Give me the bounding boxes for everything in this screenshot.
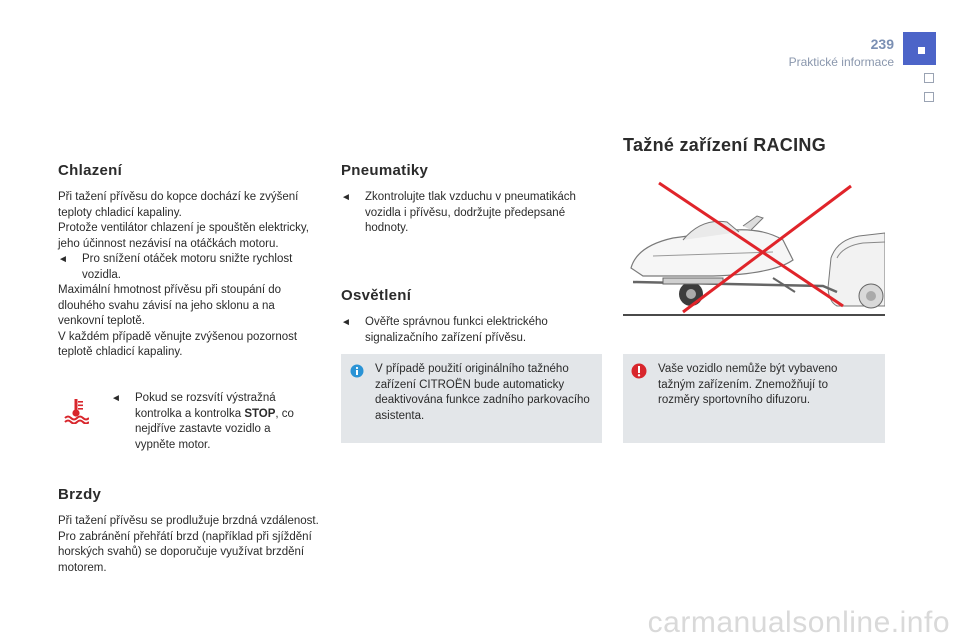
tab-marker-icon xyxy=(918,47,925,54)
info-icon xyxy=(350,364,364,378)
arrow-bullet-icon: ◄ xyxy=(111,393,121,404)
page-number: 239 xyxy=(870,36,894,52)
brzdy-para-2: Pro zabránění přehřátí brzd (například při sjíždění horských svahů) se doporučuje využívat brzdění motorem. xyxy=(58,530,312,574)
stop-label: STOP xyxy=(244,407,276,420)
brzdy-section xyxy=(58,486,320,576)
racing-heading: Tažné zařízení RACING xyxy=(623,135,826,155)
info-box-text: V případě použití originálního tažného zařízení CITROËN bude automaticky deaktivována funkce zadního parkovacího asistenta. xyxy=(375,363,590,422)
coolant-temperature-warning-icon xyxy=(63,398,89,424)
trailer-illustration xyxy=(623,178,885,318)
warning-text-after: , co nejdříve zastavte vozidlo a vypněte motor. xyxy=(135,407,294,451)
brzdy-heading: Brzdy xyxy=(58,486,102,503)
chapter-tab-active[interactable] xyxy=(903,32,936,65)
info-box xyxy=(341,354,602,443)
exclamation-warning-icon xyxy=(631,363,647,379)
section-title: Praktické informace xyxy=(788,55,894,69)
chlazeni-heading: Chlazení xyxy=(58,162,123,179)
arrow-bullet-icon: ◄ xyxy=(341,192,351,203)
pneumatiky-section xyxy=(341,162,603,237)
arrow-bullet-icon: ◄​ xyxy=(58,254,68,265)
chlazeni-section xyxy=(58,162,320,361)
chapter-tab[interactable] xyxy=(924,92,934,102)
pneumatiky-heading: Pneumatiky xyxy=(341,162,429,179)
arrow-bullet-icon: ◄ xyxy=(341,317,351,328)
chapter-tab[interactable] xyxy=(924,73,934,83)
osvetleni-bullet-text: Ověřte správnou funkci elektrického signalizačního zařízení přívěsu. xyxy=(365,316,548,344)
racing-warning-text: Vaše vozidlo nemůže být vybaveno tažným zařízením. Znemožňují to rozměry sportovního difuzoru. xyxy=(658,363,838,406)
chlazeni-bullet xyxy=(58,252,320,283)
chlazeni-bullet-text: Pro snížení otáček motoru snižte rychlost vozidla. xyxy=(82,253,293,281)
pneumatiky-bullet xyxy=(341,190,603,237)
brzdy-para-1: Při tažení přívěsu se prodlužuje brzdná vzdálenost. xyxy=(58,515,319,527)
racing-warning-box xyxy=(623,354,885,443)
warning-text-before: Pokud se rozsvítí výstražná kontrolka a kontrolka xyxy=(135,392,276,420)
osvetleni-bullet xyxy=(341,315,603,346)
coolant-warning-note xyxy=(111,391,311,453)
chlazeni-para-4: V každém případě věnujte zvýšenou pozornost teplotě chladicí kapaliny. xyxy=(58,330,298,358)
pneumatiky-bullet-text: Zkontrolujte tlak vzduchu v pneumatikách vozidla i přívěsu, dodržujte předepsané hodnoty. xyxy=(365,191,576,234)
osvetleni-section xyxy=(341,287,603,346)
osvetleni-heading: Osvětlení xyxy=(341,287,412,304)
chlazeni-para-2: Protože ventilátor chlazení je spouštěn elektricky, jeho účinnost nezávisí na otáčkách motoru. xyxy=(58,222,309,250)
chlazeni-para-1: Při tažení přívěsu do kopce dochází ke zvýšení teploty chladicí kapaliny. xyxy=(58,191,299,219)
chlazeni-para-3: Maximální hmotnost přívěsu při stoupání do dlouhého svahu závisí na jeho sklonu a na venkovní teplotě. xyxy=(58,284,282,327)
watermark: carmanualsonline.info xyxy=(647,606,950,639)
